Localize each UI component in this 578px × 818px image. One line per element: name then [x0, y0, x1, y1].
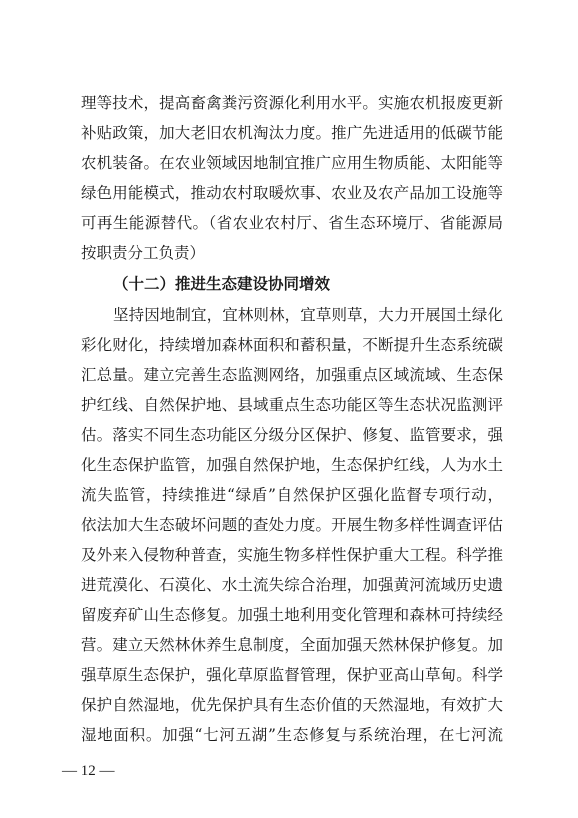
paragraph-1-line: 农机装备。在农业领域因地制宜推广应用生物质能、太阳能等 [81, 154, 503, 172]
paragraph-1-line: 按职责分工负责） [81, 244, 206, 262]
paragraph-2-line: 进荒漠化、石漠化、水土流失综合治理，加强黄河流域历史遗 [81, 576, 503, 594]
paragraph-1-line: 绿色用能模式，推动农村取暖炊事、农业及农产品加工设施等 [81, 184, 503, 202]
page-number: — 12 — [62, 763, 115, 779]
paragraph-1-line: 可再生能源替代。（省农业农村厅、省生态环境厅、省能源局 [81, 214, 503, 232]
paragraph-2-line: 湿地面积。加强“七河五湖”生态修复与系统治理，在七河流 [81, 726, 503, 744]
paragraph-2-line: 估。落实不同生态功能区分级分区保护、修复、监管要求，强 [81, 426, 503, 444]
paragraph-2-line: 彩化财化，持续增加森林面积和蓄积量，不断提升生态系统碳 [81, 336, 503, 354]
paragraph-2-line: 及外来入侵物种普查，实施生物多样性保护重大工程。科学推 [81, 546, 503, 564]
paragraph-2-line: 护红线、自然保护地、县域重点生态功能区等生态状况监测评 [81, 396, 503, 414]
paragraph-2-line: 汇总量。建立完善生态监测网络，加强重点区域流域、生态保 [81, 366, 503, 384]
paragraph-2-line: 强草原生态保护，强化草原监督管理，保护亚高山草甸。科学 [81, 666, 503, 684]
paragraph-2-line: 保护自然湿地，优先保护具有生态价值的天然湿地，有效扩大 [81, 696, 503, 714]
paragraph-1-line: 理等技术，提高畜禽粪污资源化利用水平。实施农机报废更新 [81, 94, 503, 112]
paragraph-2-line: 营。建立天然林休养生息制度，全面加强天然林保护修复。加 [81, 636, 503, 654]
section-heading: （十二）推进生态建设协同增效 [113, 275, 331, 293]
paragraph-1-line: 补贴政策，加大老旧农机淘汰力度。推广先进适用的低碳节能 [81, 124, 503, 142]
paragraph-2-line: 流失监管，持续推进“绿盾”自然保护区强化监督专项行动， [81, 486, 503, 504]
paragraph-2-line: 坚持因地制宜，宜林则林，宜草则草，大力开展国土绿化 [113, 306, 503, 324]
paragraph-2-line: 依法加大生态破坏问题的查处力度。开展生物多样性调查评估 [81, 516, 503, 534]
paragraph-2-line: 化生态保护监管，加强自然保护地，生态保护红线，人为水土 [81, 456, 503, 474]
paragraph-2-line: 留废弃矿山生态修复。加强土地利用变化管理和森林可持续经 [81, 606, 503, 624]
